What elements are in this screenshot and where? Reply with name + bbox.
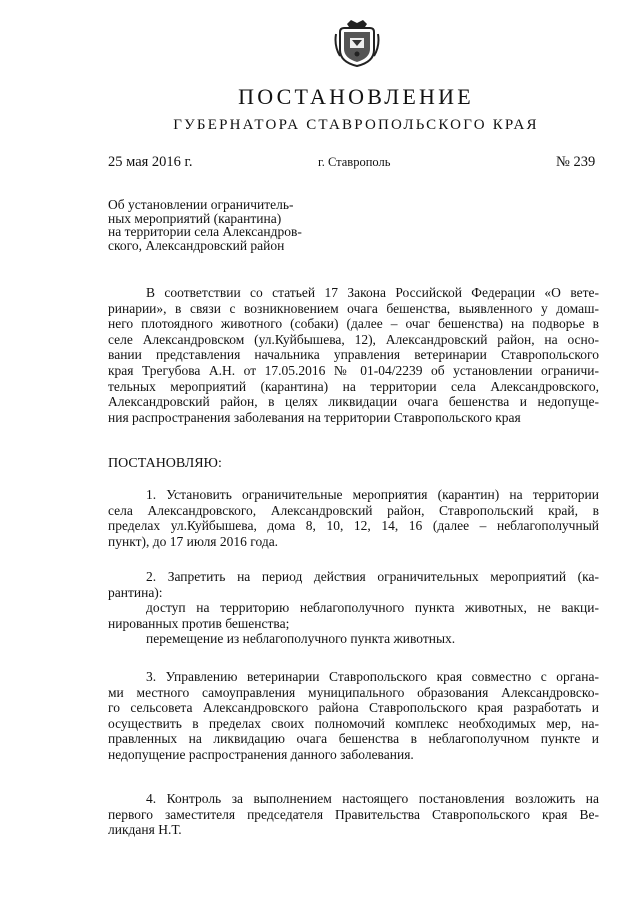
document-subtitle: ГУБЕРНАТОРА СТАВРОПОЛЬСКОГО КРАЯ <box>173 117 539 133</box>
text-line: осуществить в пределах своих полномочий комплекс необходимых мер, на- <box>108 715 599 731</box>
decree-word: ПОСТАНОВЛЯЮ: <box>108 456 222 471</box>
heading-line: на территории села Александров- <box>108 224 302 239</box>
item-2-paragraph <box>108 569 599 647</box>
text-line: ми местного самоуправления муниципального образования Александровско- <box>108 684 599 700</box>
text-line: нированных против бешенства; <box>108 615 290 631</box>
document-date: 25 мая 2016 г. <box>108 154 193 170</box>
stavropol-coat-of-arms-icon <box>334 18 380 68</box>
text-line: перемещение из неблагополучного пункта животных. <box>146 631 456 647</box>
text-line: недопущение распространения данного заболевания. <box>108 746 414 762</box>
text-line: села Александровского, Александровский район, Ставропольский край, в <box>108 502 599 518</box>
text-line: 1. Установить ограничительные мероприятия (карантин) на территории <box>146 487 599 502</box>
document-heading <box>108 198 302 252</box>
text-line: края Трегубова А.Н. от 17.05.2016 № 01-04/2239 об установлении ограничи- <box>108 362 599 378</box>
text-line: Александровский район, в целях ликвидации очага бешенства и недопуще- <box>108 394 599 410</box>
text-line: селе Александровском (ул.Куйбышева, 12), Александровский район, на осно- <box>108 331 599 347</box>
item-4-paragraph <box>108 791 599 838</box>
text-line: ринарии», в связи с возникновением очага бешенства, выявленного у домаш- <box>108 300 599 316</box>
preamble-paragraph <box>108 285 599 425</box>
text-line: пределах ул.Куйбышева, дома 8, 10, 12, 14, 16 (далее – неблагополучный <box>108 518 599 534</box>
text-line: 4. Контроль за выполнением настоящего постановления возложить на <box>146 791 599 806</box>
item-1-paragraph <box>108 487 599 549</box>
text-line: вании представления начальника управления ветеринарии Ставропольского <box>108 347 599 363</box>
document-title: ПОСТАНОВЛЕНИЕ <box>238 84 474 109</box>
text-line: правленных на ликвидацию очага бешенства в неблагополучном пункте и <box>108 731 599 747</box>
item-3-paragraph <box>108 669 599 763</box>
text-line: рантина): <box>108 584 163 600</box>
text-line: него плотоядного животного (собаки) (далее – очаг бешенства) на подворье в <box>108 316 599 332</box>
heading-line: ского, Александровский район <box>108 237 285 253</box>
document-number: № 239 <box>556 154 596 170</box>
text-line: пункт), до 17 июля 2016 года. <box>108 533 279 549</box>
text-line: 2. Запретить на период действия ограничительных мероприятий (ка- <box>146 569 599 584</box>
heading-line: ных мероприятий (карантина) <box>108 210 282 226</box>
text-line: тельных мероприятий (карантина) на территории села Александровского, <box>108 378 599 394</box>
text-line: го сельсовета Александровского района Ставропольского края разработать и <box>108 700 599 716</box>
heading-line: Об установлении ограничитель- <box>108 197 294 212</box>
text-line: В соответствии со статьей 17 Закона Российской Федерации «О вете- <box>146 285 599 300</box>
text-line: доступ на территорию неблагополучного пункта животных, не вакци- <box>146 600 599 616</box>
document-city: г. Ставрополь <box>318 155 391 169</box>
text-line: первого заместителя председателя Правительства Ставропольского края Ве- <box>108 806 599 822</box>
text-line: ликданя Н.Т. <box>108 822 182 838</box>
text-line: ния распространения заболевания на территории Ставропольского края <box>108 409 521 425</box>
text-line: 3. Управлению ветеринарии Ставропольского края совместно с органа- <box>146 669 599 684</box>
